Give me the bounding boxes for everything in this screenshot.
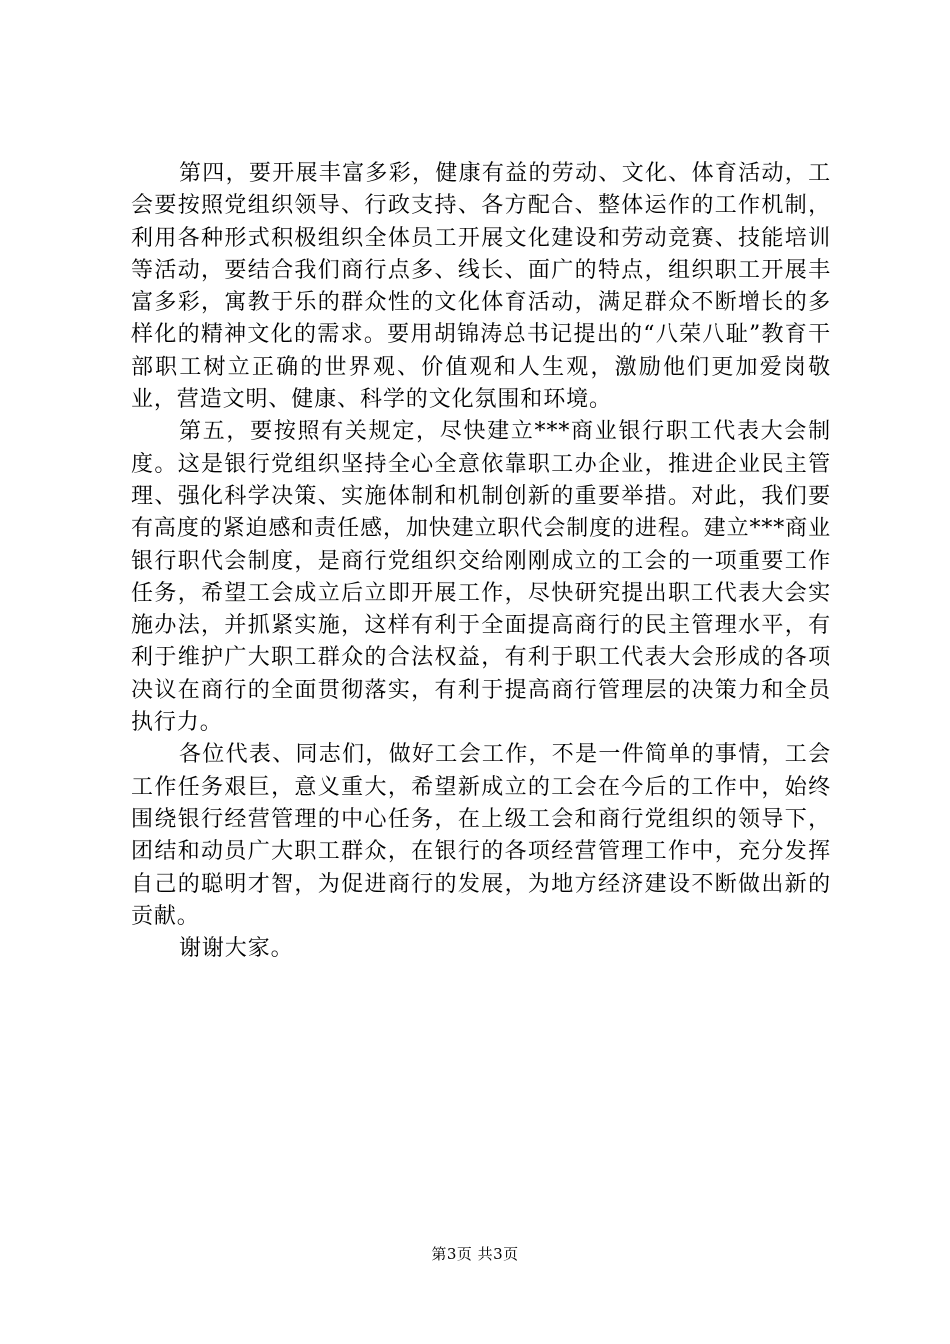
paragraph-fourth-point: 第四，要开展丰富多彩，健康有益的劳动、文化、体育活动，工会要按照党组织领导、行政支持、各方配合、整体运作的工作机制，利用各种形式积极组织全体员工开展文化建设和劳动竞赛、技能培训等活动，要结合我们商行点多、线长、面广的特点，组织职工开展丰富多彩，寓教于乐的群众性的文化体育活动，满足群众不断增长的多样化的精神文化的需求。要用胡锦涛总书记提出的“八荣八耻”教育干部职工树立正确的世界观、价值观和人生观，激励他们更加爱岗敬业，营造文明、健康、科学的文化氛围和环境。 bbox=[131, 161, 831, 413]
paragraph-fifth-point: 第五，要按照有关规定，尽快建立***商业银行职工代表大会制度。这是银行党组织坚持全心全意依靠职工办企业，推进企业民主管理、强化科学决策、实施体制和机制创新的重要举措。对此，我们要有高度的紧迫感和责任感，加快建立职代会制度的进程。建立***商业银行职代会制度，是商行党组织交给刚刚成立的工会的一项重要工作任务，希望工会成立后立即开展工作，尽快研究提出职工代表大会实施办法，并抓紧实施，这样有利于全面提高商行的民主管理水平，有利于维护广大职工群众的合法权益，有利于职工代表大会形成的各项决议在商行的全面贯彻落实，有利于提高商行管理层的决策力和全员执行力。 bbox=[131, 419, 831, 736]
paragraph-closing-remarks: 各位代表、同志们，做好工会工作，不是一件简单的事情，工会工作任务艰巨，意义重大，希望新成立的工会在今后的工作中，始终围绕银行经营管理的中心任务，在上级工会和商行党组织的领导下，团结和动员广大职工群众，在银行的各项经营管理工作中，充分发挥自己的聪明才智，为促进商行的发展，为地方经济建设不断做出新的贡献。 bbox=[131, 742, 831, 929]
document-body bbox=[131, 158, 831, 965]
page-number-footer: 第3页 共3页 bbox=[431, 1245, 519, 1263]
paragraph-thanks: 谢谢大家。 bbox=[179, 936, 294, 962]
